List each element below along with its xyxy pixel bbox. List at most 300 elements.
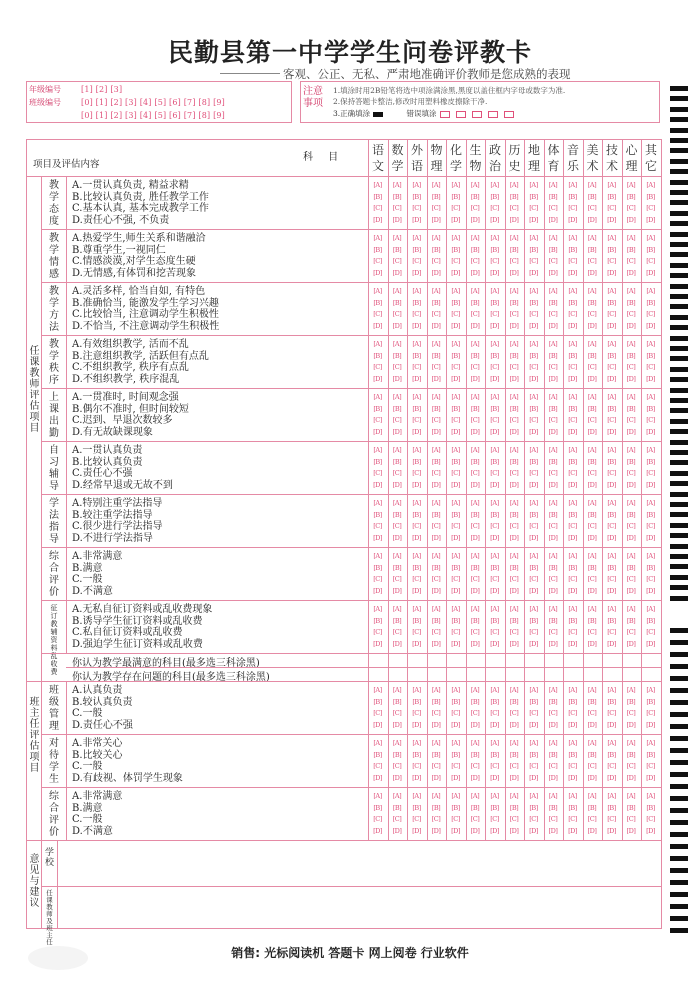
answer-bubble[interactable]: [B]: [470, 351, 480, 360]
answer-bubble[interactable]: [D]: [646, 480, 655, 489]
answer-bubble[interactable]: [C]: [490, 709, 499, 717]
answer-bubble[interactable]: [A]: [470, 686, 480, 694]
answer-bubble[interactable]: [A]: [568, 446, 577, 454]
answer-bubble[interactable]: [C]: [568, 762, 577, 770]
answer-bubble[interactable]: [A]: [568, 287, 577, 295]
answer-bubble[interactable]: [C]: [451, 204, 460, 212]
answer-bubble[interactable]: [B]: [373, 192, 382, 201]
answer-bubble[interactable]: [C]: [587, 257, 597, 265]
answer-bubble[interactable]: [D]: [646, 427, 655, 436]
answer-bubble[interactable]: [A]: [646, 446, 655, 454]
answer-bubble[interactable]: [D]: [451, 533, 460, 542]
answer-bubble[interactable]: [A]: [412, 287, 421, 295]
answer-bubble[interactable]: [C]: [431, 628, 441, 636]
answer-bubble[interactable]: [A]: [373, 792, 382, 800]
answer-bubble[interactable]: [A]: [451, 739, 460, 747]
answer-bubble[interactable]: [C]: [412, 522, 421, 530]
answer-bubble[interactable]: [B]: [412, 510, 421, 519]
answer-bubble[interactable]: [B]: [529, 457, 538, 466]
answer-bubble[interactable]: [D]: [470, 321, 480, 330]
answer-bubble[interactable]: [D]: [392, 268, 402, 277]
answer-bubble[interactable]: [B]: [568, 563, 577, 572]
answer-bubble[interactable]: [B]: [568, 351, 577, 360]
answer-bubble[interactable]: [D]: [607, 773, 616, 782]
answer-bubble[interactable]: [A]: [548, 552, 558, 560]
answer-bubble[interactable]: [D]: [373, 639, 382, 648]
answer-bubble[interactable]: [D]: [548, 720, 558, 729]
answer-bubble[interactable]: [D]: [431, 427, 441, 436]
answer-bubble[interactable]: [B]: [548, 510, 558, 519]
answer-bubble[interactable]: [A]: [646, 234, 655, 242]
answer-bubble[interactable]: [A]: [626, 686, 636, 694]
answer-bubble[interactable]: [D]: [431, 215, 441, 224]
answer-bubble[interactable]: [B]: [451, 803, 460, 812]
answer-bubble[interactable]: [B]: [451, 245, 460, 254]
answer-bubble[interactable]: [A]: [587, 393, 597, 401]
answer-bubble[interactable]: [B]: [490, 404, 499, 413]
answer-bubble[interactable]: [B]: [431, 457, 441, 466]
answer-bubble[interactable]: [C]: [412, 469, 421, 477]
answer-bubble[interactable]: [A]: [451, 446, 460, 454]
answer-bubble[interactable]: [C]: [607, 575, 616, 583]
answer-bubble[interactable]: [C]: [373, 815, 382, 823]
answer-bubble[interactable]: [A]: [646, 552, 655, 560]
answer-bubble[interactable]: [A]: [392, 287, 402, 295]
answer-bubble[interactable]: [A]: [509, 739, 519, 747]
answer-bubble[interactable]: [B]: [392, 563, 402, 572]
answer-bubble[interactable]: [A]: [451, 287, 460, 295]
answer-bubble[interactable]: [A]: [587, 181, 597, 189]
answer-bubble[interactable]: [C]: [529, 363, 538, 371]
answer-bubble[interactable]: [C]: [646, 204, 655, 212]
answer-bubble[interactable]: [A]: [646, 393, 655, 401]
answer-bubble[interactable]: [D]: [568, 533, 577, 542]
answer-bubble[interactable]: [A]: [431, 446, 441, 454]
answer-bubble[interactable]: [C]: [607, 709, 616, 717]
answer-bubble[interactable]: [B]: [529, 404, 538, 413]
answer-bubble[interactable]: [A]: [451, 393, 460, 401]
answer-bubble[interactable]: [B]: [646, 351, 655, 360]
answer-bubble[interactable]: [D]: [529, 826, 538, 835]
answer-bubble[interactable]: [B]: [392, 750, 402, 759]
answer-bubble[interactable]: [A]: [548, 792, 558, 800]
answer-bubble[interactable]: [C]: [548, 257, 558, 265]
answer-bubble[interactable]: [B]: [431, 616, 441, 625]
answer-bubble[interactable]: [D]: [412, 533, 421, 542]
answer-bubble[interactable]: [A]: [431, 181, 441, 189]
answer-bubble[interactable]: [B]: [646, 457, 655, 466]
answer-bubble[interactable]: [A]: [548, 287, 558, 295]
answer-bubble[interactable]: [C]: [529, 628, 538, 636]
answer-bubble[interactable]: [C]: [392, 363, 402, 371]
answer-bubble[interactable]: [B]: [412, 404, 421, 413]
answer-bubble[interactable]: [D]: [470, 773, 480, 782]
answer-bubble[interactable]: [B]: [509, 616, 519, 625]
answer-bubble[interactable]: [C]: [509, 416, 519, 424]
answer-bubble[interactable]: [B]: [509, 404, 519, 413]
answer-bubble[interactable]: [D]: [373, 374, 382, 383]
answer-bubble[interactable]: [A]: [626, 234, 636, 242]
answer-bubble[interactable]: [B]: [626, 616, 636, 625]
header-row-options[interactable]: [0] [1] [2] [3] [4] [5] [6] [7] [8] [9]: [81, 98, 226, 107]
answer-bubble[interactable]: [D]: [587, 533, 597, 542]
answer-bubble[interactable]: [B]: [470, 510, 480, 519]
answer-bubble[interactable]: [D]: [490, 639, 499, 648]
answer-bubble[interactable]: [B]: [626, 750, 636, 759]
answer-bubble[interactable]: [B]: [431, 351, 441, 360]
answer-bubble[interactable]: [D]: [392, 321, 402, 330]
answer-bubble[interactable]: [C]: [626, 709, 636, 717]
answer-bubble[interactable]: [D]: [431, 826, 441, 835]
answer-bubble[interactable]: [B]: [470, 616, 480, 625]
answer-bubble[interactable]: [C]: [529, 469, 538, 477]
answer-bubble[interactable]: [A]: [412, 234, 421, 242]
answer-bubble[interactable]: [C]: [548, 522, 558, 530]
answer-bubble[interactable]: [A]: [490, 499, 499, 507]
answer-bubble[interactable]: [C]: [626, 469, 636, 477]
answer-bubble[interactable]: [B]: [548, 245, 558, 254]
answer-bubble[interactable]: [C]: [490, 310, 499, 318]
answer-bubble[interactable]: [B]: [607, 616, 616, 625]
answer-bubble[interactable]: [A]: [412, 552, 421, 560]
answer-bubble[interactable]: [B]: [392, 697, 402, 706]
answer-bubble[interactable]: [C]: [626, 363, 636, 371]
answer-bubble[interactable]: [C]: [470, 416, 480, 424]
answer-bubble[interactable]: [B]: [490, 192, 499, 201]
answer-bubble[interactable]: [B]: [451, 192, 460, 201]
answer-bubble[interactable]: [B]: [412, 192, 421, 201]
answer-bubble[interactable]: [D]: [392, 720, 402, 729]
answer-bubble[interactable]: [B]: [607, 803, 616, 812]
answer-bubble[interactable]: [B]: [392, 404, 402, 413]
answer-bubble[interactable]: [B]: [548, 192, 558, 201]
answer-bubble[interactable]: [B]: [509, 457, 519, 466]
answer-bubble[interactable]: [D]: [373, 480, 382, 489]
answer-bubble[interactable]: [C]: [607, 310, 616, 318]
answer-bubble[interactable]: [C]: [626, 416, 636, 424]
answer-bubble[interactable]: [D]: [470, 268, 480, 277]
answer-bubble[interactable]: [A]: [587, 686, 597, 694]
answer-bubble[interactable]: [C]: [568, 469, 577, 477]
answer-bubble[interactable]: [B]: [470, 563, 480, 572]
answer-bubble[interactable]: [B]: [529, 192, 538, 201]
answer-bubble[interactable]: [A]: [373, 393, 382, 401]
answer-bubble[interactable]: [C]: [509, 628, 519, 636]
answer-bubble[interactable]: [A]: [646, 181, 655, 189]
answer-bubble[interactable]: [D]: [451, 720, 460, 729]
answer-bubble[interactable]: [C]: [568, 815, 577, 823]
answer-bubble[interactable]: [B]: [431, 298, 441, 307]
answer-bubble[interactable]: [B]: [392, 192, 402, 201]
answer-bubble[interactable]: [B]: [373, 510, 382, 519]
answer-bubble[interactable]: [C]: [392, 575, 402, 583]
answer-bubble[interactable]: [C]: [509, 257, 519, 265]
answer-bubble[interactable]: [A]: [509, 552, 519, 560]
answer-bubble[interactable]: [B]: [626, 404, 636, 413]
answer-bubble[interactable]: [C]: [568, 575, 577, 583]
answer-bubble[interactable]: [C]: [529, 709, 538, 717]
suggest-school-field[interactable]: [59, 842, 657, 884]
answer-bubble[interactable]: [A]: [529, 287, 538, 295]
answer-bubble[interactable]: [C]: [509, 363, 519, 371]
answer-bubble[interactable]: [B]: [587, 697, 597, 706]
answer-bubble[interactable]: [C]: [470, 709, 480, 717]
answer-bubble[interactable]: [C]: [451, 628, 460, 636]
answer-bubble[interactable]: [A]: [626, 792, 636, 800]
answer-bubble[interactable]: [D]: [451, 586, 460, 595]
answer-bubble[interactable]: [D]: [412, 215, 421, 224]
answer-bubble[interactable]: [A]: [490, 446, 499, 454]
answer-bubble[interactable]: [C]: [529, 762, 538, 770]
answer-bubble[interactable]: [D]: [529, 215, 538, 224]
answer-bubble[interactable]: [C]: [646, 709, 655, 717]
answer-bubble[interactable]: [A]: [607, 446, 616, 454]
answer-bubble[interactable]: [C]: [587, 815, 597, 823]
answer-bubble[interactable]: [B]: [548, 298, 558, 307]
answer-bubble[interactable]: [A]: [412, 686, 421, 694]
answer-bubble[interactable]: [A]: [607, 181, 616, 189]
answer-bubble[interactable]: [B]: [626, 697, 636, 706]
answer-bubble[interactable]: [A]: [529, 393, 538, 401]
answer-bubble[interactable]: [D]: [431, 533, 441, 542]
answer-bubble[interactable]: [C]: [568, 257, 577, 265]
answer-bubble[interactable]: [A]: [568, 393, 577, 401]
answer-bubble[interactable]: [C]: [392, 310, 402, 318]
answer-bubble[interactable]: [D]: [490, 374, 499, 383]
answer-bubble[interactable]: [C]: [392, 762, 402, 770]
answer-bubble[interactable]: [D]: [509, 826, 519, 835]
answer-bubble[interactable]: [C]: [607, 363, 616, 371]
answer-bubble[interactable]: [D]: [451, 427, 460, 436]
answer-bubble[interactable]: [C]: [490, 257, 499, 265]
answer-bubble[interactable]: [A]: [509, 446, 519, 454]
answer-bubble[interactable]: [D]: [431, 374, 441, 383]
answer-bubble[interactable]: [C]: [451, 469, 460, 477]
answer-bubble[interactable]: [A]: [392, 605, 402, 613]
answer-bubble[interactable]: [B]: [412, 697, 421, 706]
answer-bubble[interactable]: [D]: [490, 586, 499, 595]
answer-bubble[interactable]: [D]: [529, 773, 538, 782]
answer-bubble[interactable]: [C]: [431, 522, 441, 530]
answer-bubble[interactable]: [B]: [548, 563, 558, 572]
answer-bubble[interactable]: [A]: [490, 234, 499, 242]
answer-bubble[interactable]: [D]: [568, 773, 577, 782]
answer-bubble[interactable]: [C]: [587, 310, 597, 318]
answer-bubble[interactable]: [B]: [607, 298, 616, 307]
answer-bubble[interactable]: [D]: [392, 586, 402, 595]
answer-bubble[interactable]: [A]: [646, 686, 655, 694]
answer-bubble[interactable]: [A]: [451, 234, 460, 242]
answer-bubble[interactable]: [C]: [626, 204, 636, 212]
answer-bubble[interactable]: [C]: [373, 416, 382, 424]
answer-bubble[interactable]: [B]: [568, 457, 577, 466]
answer-bubble[interactable]: [A]: [392, 340, 402, 348]
answer-bubble[interactable]: [D]: [587, 639, 597, 648]
answer-bubble[interactable]: [C]: [412, 204, 421, 212]
answer-bubble[interactable]: [A]: [392, 181, 402, 189]
answer-bubble[interactable]: [C]: [509, 204, 519, 212]
answer-bubble[interactable]: [B]: [470, 457, 480, 466]
answer-bubble[interactable]: [A]: [431, 287, 441, 295]
answer-bubble[interactable]: [B]: [529, 351, 538, 360]
answer-bubble[interactable]: [A]: [509, 393, 519, 401]
answer-bubble[interactable]: [B]: [373, 245, 382, 254]
answer-bubble[interactable]: [D]: [568, 427, 577, 436]
answer-bubble[interactable]: [B]: [470, 803, 480, 812]
answer-bubble[interactable]: [D]: [568, 720, 577, 729]
answer-bubble[interactable]: [B]: [626, 351, 636, 360]
answer-bubble[interactable]: [B]: [431, 750, 441, 759]
answer-bubble[interactable]: [A]: [568, 792, 577, 800]
answer-bubble[interactable]: [B]: [431, 563, 441, 572]
answer-bubble[interactable]: [C]: [490, 363, 499, 371]
answer-bubble[interactable]: [B]: [392, 616, 402, 625]
answer-bubble[interactable]: [D]: [587, 586, 597, 595]
answer-bubble[interactable]: [B]: [568, 298, 577, 307]
answer-bubble[interactable]: [D]: [431, 480, 441, 489]
answer-bubble[interactable]: [A]: [412, 340, 421, 348]
answer-bubble[interactable]: [C]: [607, 815, 616, 823]
answer-bubble[interactable]: [A]: [646, 739, 655, 747]
answer-bubble[interactable]: [D]: [529, 480, 538, 489]
answer-bubble[interactable]: [C]: [607, 469, 616, 477]
answer-bubble[interactable]: [D]: [490, 720, 499, 729]
answer-bubble[interactable]: [C]: [392, 815, 402, 823]
answer-bubble[interactable]: [B]: [392, 803, 402, 812]
answer-bubble[interactable]: [C]: [548, 709, 558, 717]
answer-bubble[interactable]: [C]: [587, 522, 597, 530]
answer-bubble[interactable]: [C]: [373, 363, 382, 371]
answer-bubble[interactable]: [C]: [568, 310, 577, 318]
answer-bubble[interactable]: [D]: [626, 480, 636, 489]
answer-bubble[interactable]: [A]: [529, 181, 538, 189]
answer-bubble[interactable]: [D]: [509, 639, 519, 648]
answer-bubble[interactable]: [D]: [548, 321, 558, 330]
answer-bubble[interactable]: [D]: [568, 480, 577, 489]
answer-bubble[interactable]: [C]: [509, 469, 519, 477]
answer-bubble[interactable]: [B]: [490, 750, 499, 759]
answer-bubble[interactable]: [D]: [548, 533, 558, 542]
answer-bubble[interactable]: [D]: [568, 826, 577, 835]
answer-bubble[interactable]: [D]: [412, 773, 421, 782]
answer-bubble[interactable]: [D]: [568, 374, 577, 383]
answer-bubble[interactable]: [D]: [412, 586, 421, 595]
answer-bubble[interactable]: [C]: [587, 709, 597, 717]
answer-bubble[interactable]: [D]: [509, 215, 519, 224]
answer-bubble[interactable]: [B]: [451, 298, 460, 307]
answer-bubble[interactable]: [D]: [431, 720, 441, 729]
answer-bubble[interactable]: [D]: [587, 773, 597, 782]
answer-bubble[interactable]: [B]: [568, 404, 577, 413]
answer-bubble[interactable]: [D]: [548, 586, 558, 595]
answer-bubble[interactable]: [B]: [607, 192, 616, 201]
answer-bubble[interactable]: [A]: [646, 287, 655, 295]
answer-bubble[interactable]: [B]: [587, 510, 597, 519]
answer-bubble[interactable]: [A]: [431, 234, 441, 242]
answer-bubble[interactable]: [C]: [392, 204, 402, 212]
answer-bubble[interactable]: [B]: [646, 616, 655, 625]
answer-bubble[interactable]: [A]: [529, 234, 538, 242]
answer-bubble[interactable]: [A]: [412, 393, 421, 401]
answer-bubble[interactable]: [C]: [529, 575, 538, 583]
answer-bubble[interactable]: [A]: [470, 605, 480, 613]
answer-bubble[interactable]: [A]: [490, 605, 499, 613]
answer-bubble[interactable]: [A]: [529, 499, 538, 507]
answer-bubble[interactable]: [A]: [470, 792, 480, 800]
answer-bubble[interactable]: [C]: [431, 575, 441, 583]
answer-bubble[interactable]: [B]: [509, 192, 519, 201]
answer-bubble[interactable]: [D]: [568, 321, 577, 330]
answer-bubble[interactable]: [B]: [548, 404, 558, 413]
answer-bubble[interactable]: [D]: [529, 427, 538, 436]
answer-bubble[interactable]: [D]: [646, 215, 655, 224]
answer-bubble[interactable]: [A]: [607, 605, 616, 613]
answer-bubble[interactable]: [C]: [431, 469, 441, 477]
answer-bubble[interactable]: [C]: [470, 204, 480, 212]
answer-bubble[interactable]: [A]: [412, 792, 421, 800]
answer-bubble[interactable]: [C]: [568, 204, 577, 212]
answer-bubble[interactable]: [D]: [607, 374, 616, 383]
answer-bubble[interactable]: [A]: [431, 792, 441, 800]
answer-bubble[interactable]: [B]: [509, 245, 519, 254]
answer-bubble[interactable]: [C]: [529, 204, 538, 212]
answer-bubble[interactable]: [A]: [392, 499, 402, 507]
answer-bubble[interactable]: [A]: [568, 552, 577, 560]
answer-bubble[interactable]: [D]: [412, 720, 421, 729]
answer-bubble[interactable]: [A]: [490, 792, 499, 800]
answer-bubble[interactable]: [B]: [607, 563, 616, 572]
answer-bubble[interactable]: [C]: [626, 762, 636, 770]
answer-bubble[interactable]: [B]: [431, 245, 441, 254]
answer-bubble[interactable]: [B]: [626, 563, 636, 572]
answer-bubble[interactable]: [D]: [607, 427, 616, 436]
answer-bubble[interactable]: [A]: [373, 340, 382, 348]
answer-bubble[interactable]: [D]: [392, 773, 402, 782]
answer-bubble[interactable]: [B]: [373, 404, 382, 413]
answer-bubble[interactable]: [C]: [587, 363, 597, 371]
answer-bubble[interactable]: [C]: [626, 575, 636, 583]
answer-bubble[interactable]: [B]: [470, 298, 480, 307]
answer-bubble[interactable]: [B]: [568, 697, 577, 706]
answer-bubble[interactable]: [D]: [490, 427, 499, 436]
answer-bubble[interactable]: [C]: [451, 762, 460, 770]
answer-bubble[interactable]: [B]: [548, 697, 558, 706]
answer-bubble[interactable]: [D]: [470, 480, 480, 489]
answer-bubble[interactable]: [D]: [568, 268, 577, 277]
answer-bubble[interactable]: [A]: [646, 605, 655, 613]
answer-bubble[interactable]: [D]: [412, 826, 421, 835]
answer-bubble[interactable]: [A]: [646, 340, 655, 348]
answer-bubble[interactable]: [D]: [470, 374, 480, 383]
answer-bubble[interactable]: [C]: [490, 469, 499, 477]
answer-bubble[interactable]: [B]: [587, 404, 597, 413]
answer-bubble[interactable]: [B]: [587, 298, 597, 307]
answer-bubble[interactable]: [A]: [373, 686, 382, 694]
answer-bubble[interactable]: [A]: [646, 499, 655, 507]
header-row-options[interactable]: [0] [1] [2] [3] [4] [5] [6] [7] [8] [9]: [81, 111, 226, 120]
answer-bubble[interactable]: [C]: [431, 363, 441, 371]
answer-bubble[interactable]: [A]: [548, 686, 558, 694]
answer-bubble[interactable]: [D]: [431, 586, 441, 595]
answer-bubble[interactable]: [D]: [373, 586, 382, 595]
answer-bubble[interactable]: [B]: [451, 697, 460, 706]
answer-bubble[interactable]: [C]: [470, 310, 480, 318]
answer-bubble[interactable]: [D]: [548, 639, 558, 648]
answer-bubble[interactable]: [C]: [431, 310, 441, 318]
answer-bubble[interactable]: [A]: [470, 739, 480, 747]
answer-bubble[interactable]: [C]: [373, 257, 382, 265]
answer-bubble[interactable]: [D]: [626, 533, 636, 542]
